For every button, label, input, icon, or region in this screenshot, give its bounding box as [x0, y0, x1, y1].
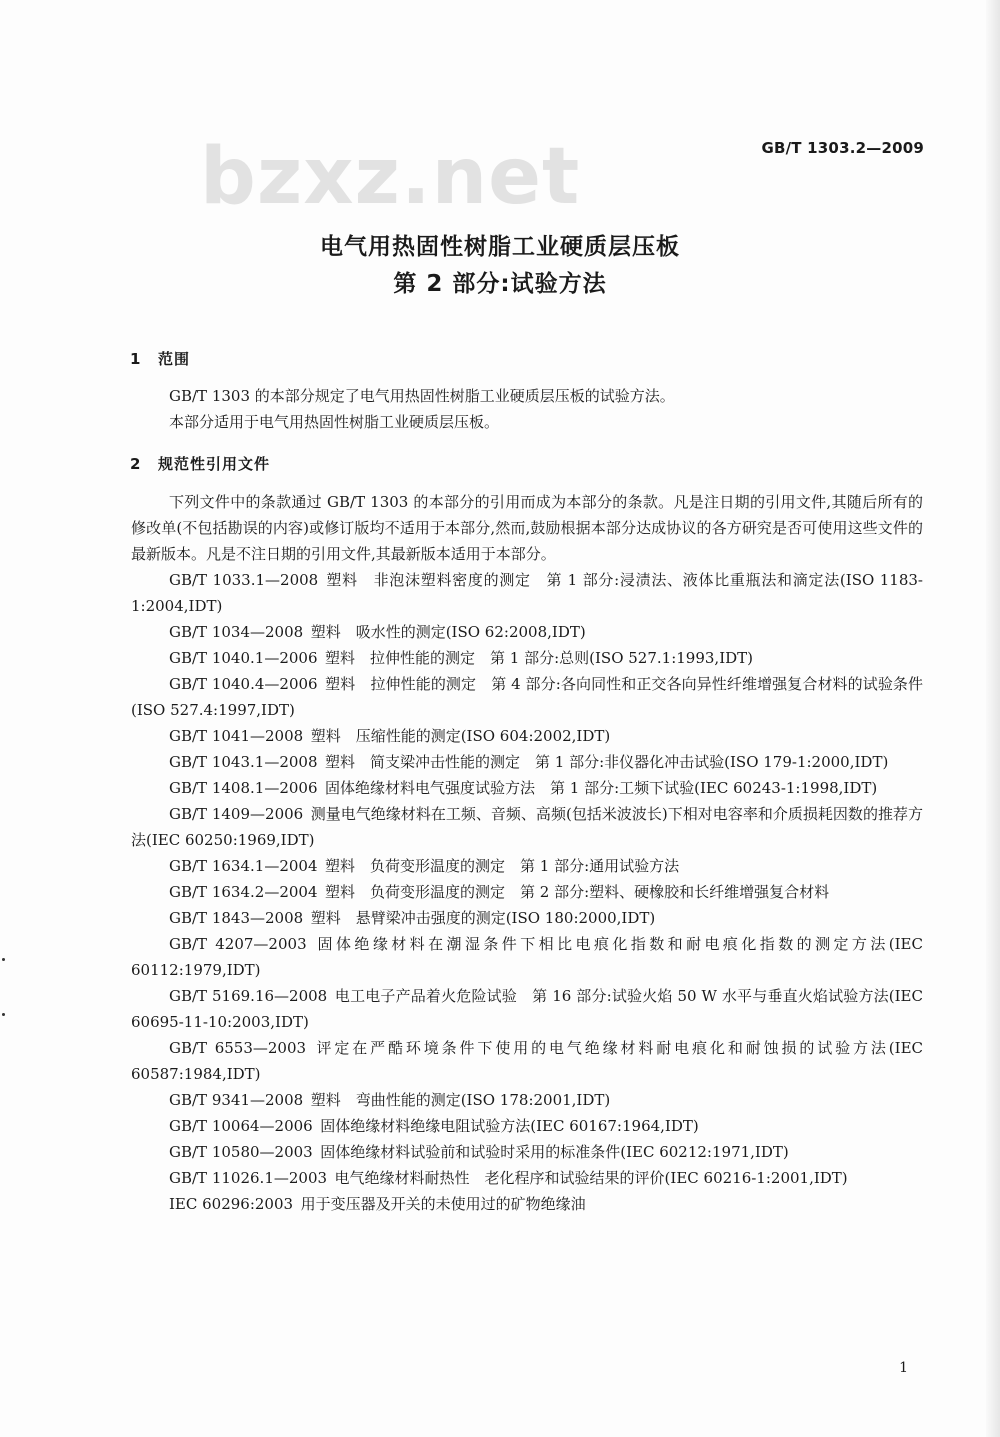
section-title: 范围 [158, 350, 191, 368]
section-1-heading [130, 348, 190, 369]
section-1-body [131, 383, 923, 435]
reference-code: GB/T 5169.16—2008 [169, 987, 328, 1005]
reference-item [131, 801, 923, 853]
reference-code: IEC 60296:2003 [169, 1195, 294, 1213]
reference-item [131, 775, 923, 801]
reference-item [131, 749, 923, 775]
reference-code: GB/T 1409—2006 [169, 805, 304, 823]
paragraph: 下列文件中的条款通过 GB/T 1303 的本部分的引用而成为本部分的条款。凡是注日期的引用文件,其随后所有的修改单(不包括勘误的内容)或修订版均不适用于本部分,然而,鼓励根据本部分达成协议的各方研究是否可使用这些文件的最新版本。凡是不注日期的引用文件,其最新版本适用于本部分。 [131, 493, 923, 563]
section-number: 1 [130, 350, 142, 368]
reference-item [131, 567, 923, 619]
reference-code: GB/T 1040.1—2006 [169, 649, 318, 667]
section-number: 2 [130, 455, 142, 473]
section-title: 规范性引用文件 [158, 455, 271, 473]
reference-item [131, 1035, 923, 1087]
reference-title: 塑料 拉伸性能的测定 第 4 部分:各向同性和正交各向异性纤维增强复合材料的试验条件 (ISO 527.4:1997,IDT) [131, 675, 923, 719]
reference-code: GB/T 1634.2—2004 [169, 883, 318, 901]
reference-item [131, 853, 923, 879]
reference-code: GB/T 1040.4—2006 [169, 675, 318, 693]
reference-title: 塑料 压缩性能的测定(ISO 604:2002,IDT) [310, 727, 611, 745]
reference-item [131, 723, 923, 749]
standard-number: GB/T 1303.2—2009 [761, 139, 924, 157]
page-edge-shadow [986, 0, 1000, 1437]
reference-title: 塑料 弯曲性能的测定(ISO 178:2001,IDT) [310, 1091, 611, 1109]
reference-title: 电工电子产品着火危险试验 第 16 部分:试验火焰 50 W 水平与垂直火焰试验方法(IEC 60695-11-10:2003,IDT) [131, 987, 923, 1031]
reference-item [131, 645, 923, 671]
watermark: bzxz.net [200, 132, 581, 222]
reference-code: GB/T 9341—2008 [169, 1091, 304, 1109]
section-2-body [131, 489, 923, 1217]
reference-code: GB/T 4207—2003 [169, 935, 307, 953]
margin-mark [2, 958, 5, 961]
reference-list [131, 567, 923, 1217]
reference-code: GB/T 1634.1—2004 [169, 857, 318, 875]
reference-item [131, 1087, 923, 1113]
reference-title: 固体绝缘材料电气强度试验方法 第 1 部分:工频下试验(IEC 60243-1:1998,IDT) [325, 779, 878, 797]
margin-mark [2, 1013, 5, 1016]
reference-item [131, 905, 923, 931]
document-title: 电气用热固性树脂工业硬质层压板 [320, 234, 680, 260]
reference-code: GB/T 1033.1—2008 [169, 571, 319, 589]
reference-code: GB/T 1843—2008 [169, 909, 304, 927]
reference-item [131, 1139, 923, 1165]
reference-code: GB/T 1034—2008 [169, 623, 304, 641]
reference-title: 塑料 负荷变形温度的测定 第 1 部分:通用试验方法 [325, 857, 680, 875]
reference-title: 固体绝缘材料在潮湿条件下相比电痕化指数和耐电痕化指数的测定方法(IEC 60112:1979,IDT) [131, 935, 923, 979]
reference-item [131, 1113, 923, 1139]
reference-title: 评定在严酷环境条件下使用的电气绝缘材料耐电痕化和耐蚀损的试验方法(IEC 60587:1984,IDT) [131, 1039, 923, 1083]
paragraph: GB/T 1303 的本部分规定了电气用热固性树脂工业硬质层压板的试验方法。 [169, 387, 675, 405]
reference-code: GB/T 1041—2008 [169, 727, 304, 745]
reference-title: 用于变压器及开关的未使用过的矿物绝缘油 [300, 1195, 586, 1213]
reference-item [131, 1165, 923, 1191]
reference-title: 塑料 拉伸性能的测定 第 1 部分:总则(ISO 527.1:1993,IDT) [325, 649, 753, 667]
reference-item [131, 879, 923, 905]
reference-title: 塑料 悬臂梁冲击强度的测定(ISO 180:2000,IDT) [310, 909, 656, 927]
paragraph: 本部分适用于电气用热固性树脂工业硬质层压板。 [169, 413, 500, 431]
reference-item [131, 983, 923, 1035]
reference-item [131, 671, 923, 723]
reference-title: 固体绝缘材料绝缘电阻试验方法(IEC 60167:1964,IDT) [320, 1117, 699, 1135]
reference-code: GB/T 11026.1—2003 [169, 1169, 328, 1187]
reference-title: 塑料 吸水性的测定(ISO 62:2008,IDT) [310, 623, 586, 641]
reference-title: 固体绝缘材料试验前和试验时采用的标准条件(IEC 60212:1971,IDT) [320, 1143, 789, 1161]
reference-code: GB/T 1043.1—2008 [169, 753, 318, 771]
reference-title: 塑料 非泡沫塑料密度的测定 第 1 部分:浸渍法、液体比重瓶法和滴定法(ISO 1183-1:2004,IDT) [131, 571, 923, 615]
reference-code: GB/T 10064—2006 [169, 1117, 313, 1135]
reference-code: GB/T 10580—2003 [169, 1143, 313, 1161]
reference-title: 电气绝缘材料耐热性 老化程序和试验结果的评价(IEC 60216-1:2001,IDT) [334, 1169, 848, 1187]
reference-title: 塑料 负荷变形温度的测定 第 2 部分:塑料、硬橡胶和长纤维增强复合材料 [325, 883, 830, 901]
reference-code: GB/T 1408.1—2006 [169, 779, 318, 797]
reference-code: GB/T 6553—2003 [169, 1039, 307, 1057]
reference-item [131, 619, 923, 645]
reference-title: 塑料 简支梁冲击性能的测定 第 1 部分:非仪器化冲击试验(ISO 179-1:2000,IDT) [325, 753, 889, 771]
reference-item [131, 931, 923, 983]
page-number: 1 [899, 1360, 908, 1376]
document-subtitle: 第 2 部分:试验方法 [393, 271, 607, 297]
reference-title: 测量电气绝缘材料在工频、音频、高频(包括米波波长)下相对电容率和介质损耗因数的推荐方法(IEC 60250:1969,IDT) [131, 805, 923, 849]
section-2-heading [130, 453, 270, 474]
reference-item [131, 1191, 923, 1217]
